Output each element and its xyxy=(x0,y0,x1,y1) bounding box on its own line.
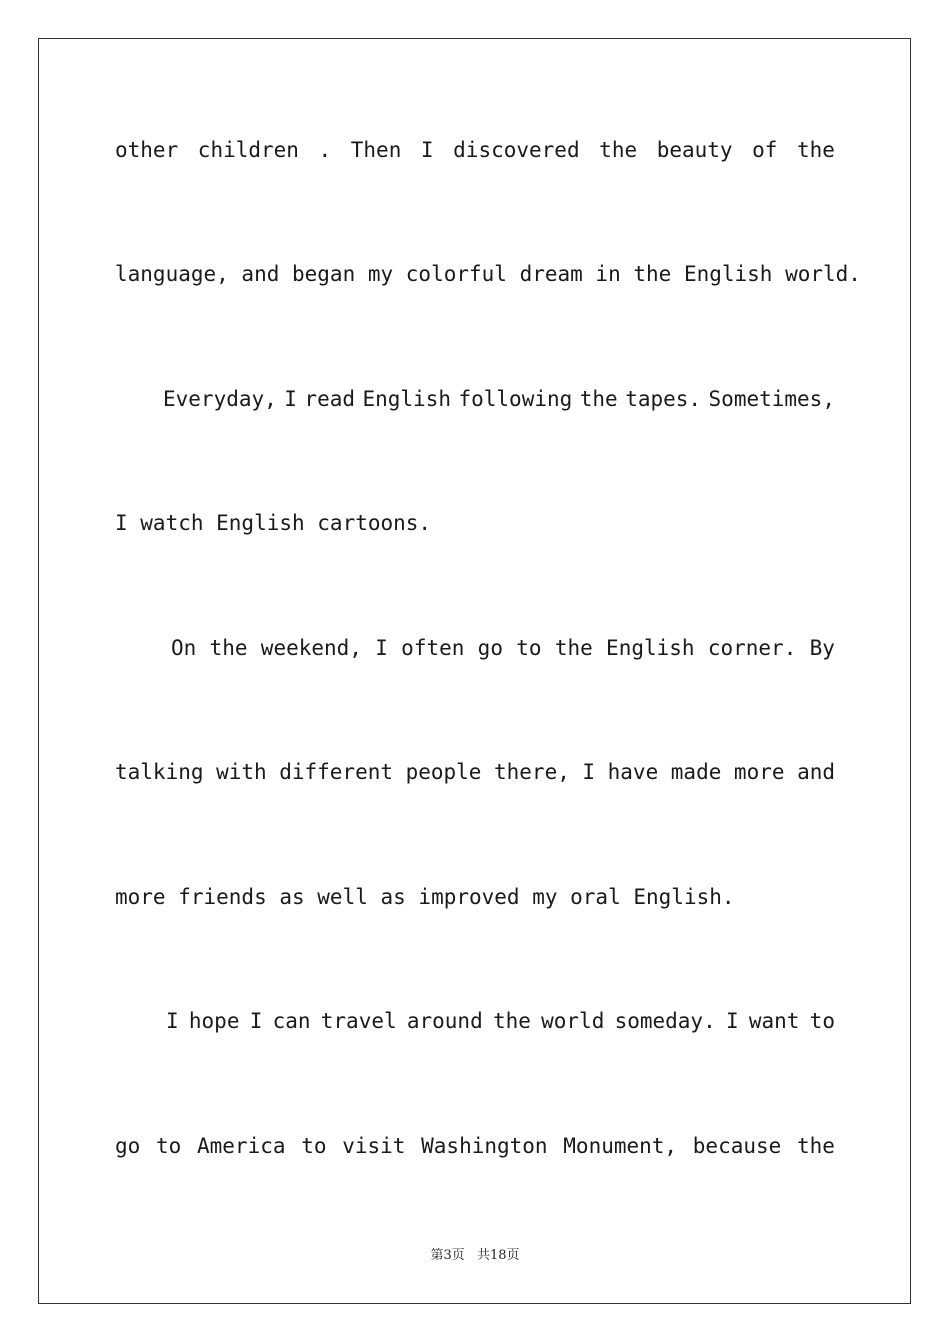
page-footer xyxy=(0,1246,950,1266)
word: the xyxy=(599,138,638,162)
word: Then xyxy=(350,138,402,162)
word: visit xyxy=(342,1134,406,1158)
word: the xyxy=(797,1134,835,1158)
word: more xyxy=(733,760,785,784)
word: English xyxy=(362,387,451,411)
word: the xyxy=(209,636,248,660)
word: Everyday, xyxy=(163,387,277,411)
text-line-6 xyxy=(115,758,835,786)
word: beauty xyxy=(656,138,733,162)
word: to xyxy=(516,636,542,660)
word: the xyxy=(554,636,593,660)
word: want xyxy=(748,1009,800,1033)
word: corner. xyxy=(707,636,797,660)
text-line-1 xyxy=(115,136,835,164)
word: discovered xyxy=(453,138,580,162)
word: can xyxy=(272,1009,311,1033)
word: often xyxy=(401,636,465,660)
word: around xyxy=(406,1009,483,1033)
word: I xyxy=(375,636,388,660)
word: to xyxy=(809,1009,835,1033)
word: English xyxy=(606,636,695,660)
word: read xyxy=(304,387,355,411)
word: I xyxy=(249,1009,263,1033)
word: have xyxy=(607,760,659,784)
text-line-9 xyxy=(115,1132,835,1160)
word: go xyxy=(115,1134,141,1158)
page-border xyxy=(38,38,911,1304)
word: world xyxy=(541,1009,605,1033)
text-line-8 xyxy=(166,1007,835,1035)
word: to xyxy=(301,1134,327,1158)
word: to xyxy=(156,1134,182,1158)
word: travel xyxy=(320,1009,397,1033)
word: Sometimes, xyxy=(708,387,835,411)
word: because xyxy=(692,1134,782,1158)
text-line-3 xyxy=(163,385,835,413)
word: weekend, xyxy=(260,636,362,660)
page-number: 第3页 xyxy=(430,1248,465,1263)
word: By xyxy=(809,636,835,660)
text-line-2: language, and began my colorful dream in the English world. xyxy=(115,262,861,286)
word: with xyxy=(216,760,267,784)
word: go xyxy=(477,636,503,660)
word: people xyxy=(405,760,482,784)
word: of xyxy=(752,138,778,162)
word: made xyxy=(670,760,722,784)
word: I xyxy=(725,1009,739,1033)
word: Washington xyxy=(421,1134,548,1158)
word: . xyxy=(318,138,332,162)
word: other xyxy=(115,138,179,162)
word: I xyxy=(582,760,596,784)
word: there, xyxy=(494,760,570,784)
word: I xyxy=(166,1009,179,1033)
word: the xyxy=(797,138,835,162)
word: and xyxy=(797,760,835,784)
word: On xyxy=(171,636,197,660)
word: different xyxy=(279,760,394,784)
word: I xyxy=(420,138,434,162)
word: the xyxy=(579,387,618,411)
text-line-7: more friends as well as improved my oral English. xyxy=(115,885,735,909)
word: children xyxy=(197,138,299,162)
word: talking xyxy=(115,760,204,784)
word: hope xyxy=(188,1009,240,1033)
word: tapes. xyxy=(625,387,702,411)
text-line-4: I watch English cartoons. xyxy=(115,511,432,535)
text-line-5 xyxy=(171,634,835,662)
word: someday. xyxy=(614,1009,716,1033)
word: America xyxy=(197,1134,286,1158)
word: Monument, xyxy=(563,1134,678,1158)
page-total: 共18页 xyxy=(476,1248,520,1263)
word: I xyxy=(284,387,297,411)
word: following xyxy=(458,387,573,411)
word: the xyxy=(492,1009,531,1033)
